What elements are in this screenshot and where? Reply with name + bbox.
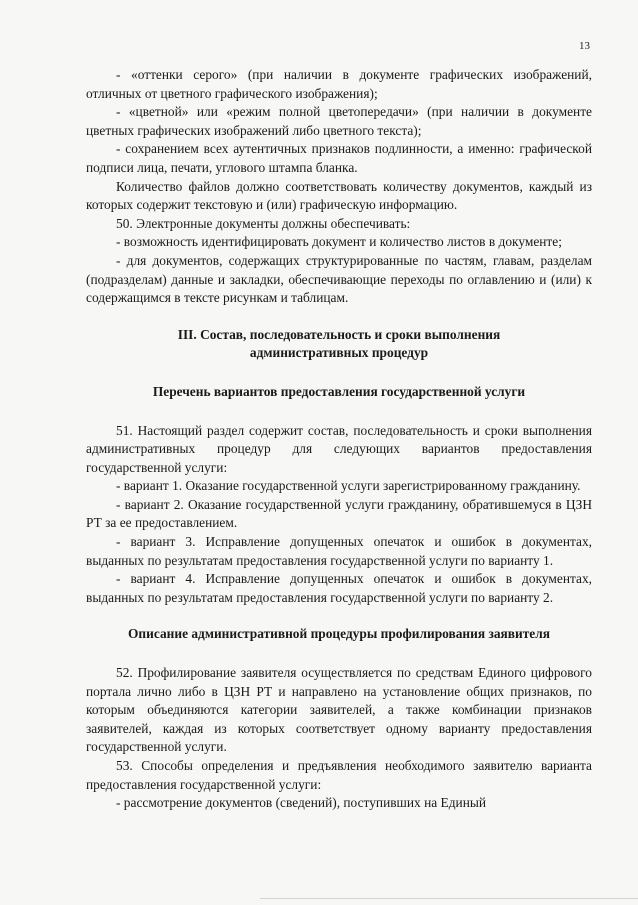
section-heading-line: административных процедур [249,345,429,361]
paragraph: - для документов, содержащих структурированные по частям, главам, разделам (подразделам) данные и закладки, обеспечивающие переходы по оглавлению и (или) к содержащимся в тексте рисункам и таблицам. [86,252,592,306]
paragraph: - рассмотрение документов (сведений), поступивших на Единый [116,795,487,811]
paragraph: Количество файлов должно соответствовать количеству документов, каждый из которых содержит текстовую и (или) графическую информацию. [86,178,592,213]
section-heading-line: III. Состав, последовательность и сроки выполнения [177,326,501,342]
paragraph: 53. Способы определения и предъявления необходимого заявителю варианта предоставления государственной услуги: [86,758,592,792]
subsection-heading: Описание административной процедуры профилирования заявителя [127,626,550,642]
paragraph: - возможность идентифицировать документ и количество листов в документе; [116,234,562,250]
paragraph: - «цветной» или «режим полной цветопередачи» (при наличии в документе цветных графических изображений либо цветного текста); [86,104,592,138]
paragraph: - вариант 2. Оказание государственной услуги гражданину, обратившемуся в ЦЗН РТ за ее предоставлением. [86,496,592,531]
subsection-heading: Перечень вариантов предоставления государственной услуги [152,383,526,399]
paragraph: - вариант 1. Оказание государственной услуги зарегистрированному гражданину. [116,478,581,494]
paragraph: - сохранением всех аутентичных признаков подлинности, а именно: графической подписи лица, печати, углового штампа бланка. [86,141,592,175]
document-body [86,66,592,813]
paragraph: - «оттенки серого» (при наличии в документе графических изображений, отличных от цветного графического изображения); [86,67,592,101]
bottom-edge-line [260,898,638,899]
section-heading [86,326,592,363]
paragraph: 52. Профилирование заявителя осуществляется по средствам Единого цифрового портала лично либо в ЦЗН РТ и направлено на установление общих признаков, по которым объединяются категории заявителей, а также комбинации признаков заявителей, каждая из которых соответствует одному варианту предоставления государственной услуги. [86,665,592,755]
paragraph: - вариант 3. Исправление допущенных опечаток и ошибок в документах, выданных по результатам предоставления государственной услуги по варианту 1. [86,534,592,568]
paragraph: 50. Электронные документы должны обеспечивать: [116,215,411,231]
page-number: 13 [579,40,590,52]
paragraph: - вариант 4. Исправление допущенных опечаток и ошибок в документах, выданных по результатам предоставления государственной услуги по варианту 2. [86,571,592,605]
paragraph: 51. Настоящий раздел содержит состав, последовательность и сроки выполнения административных процедур для следующих вариантов предоставления государственной услуги: [86,422,592,475]
